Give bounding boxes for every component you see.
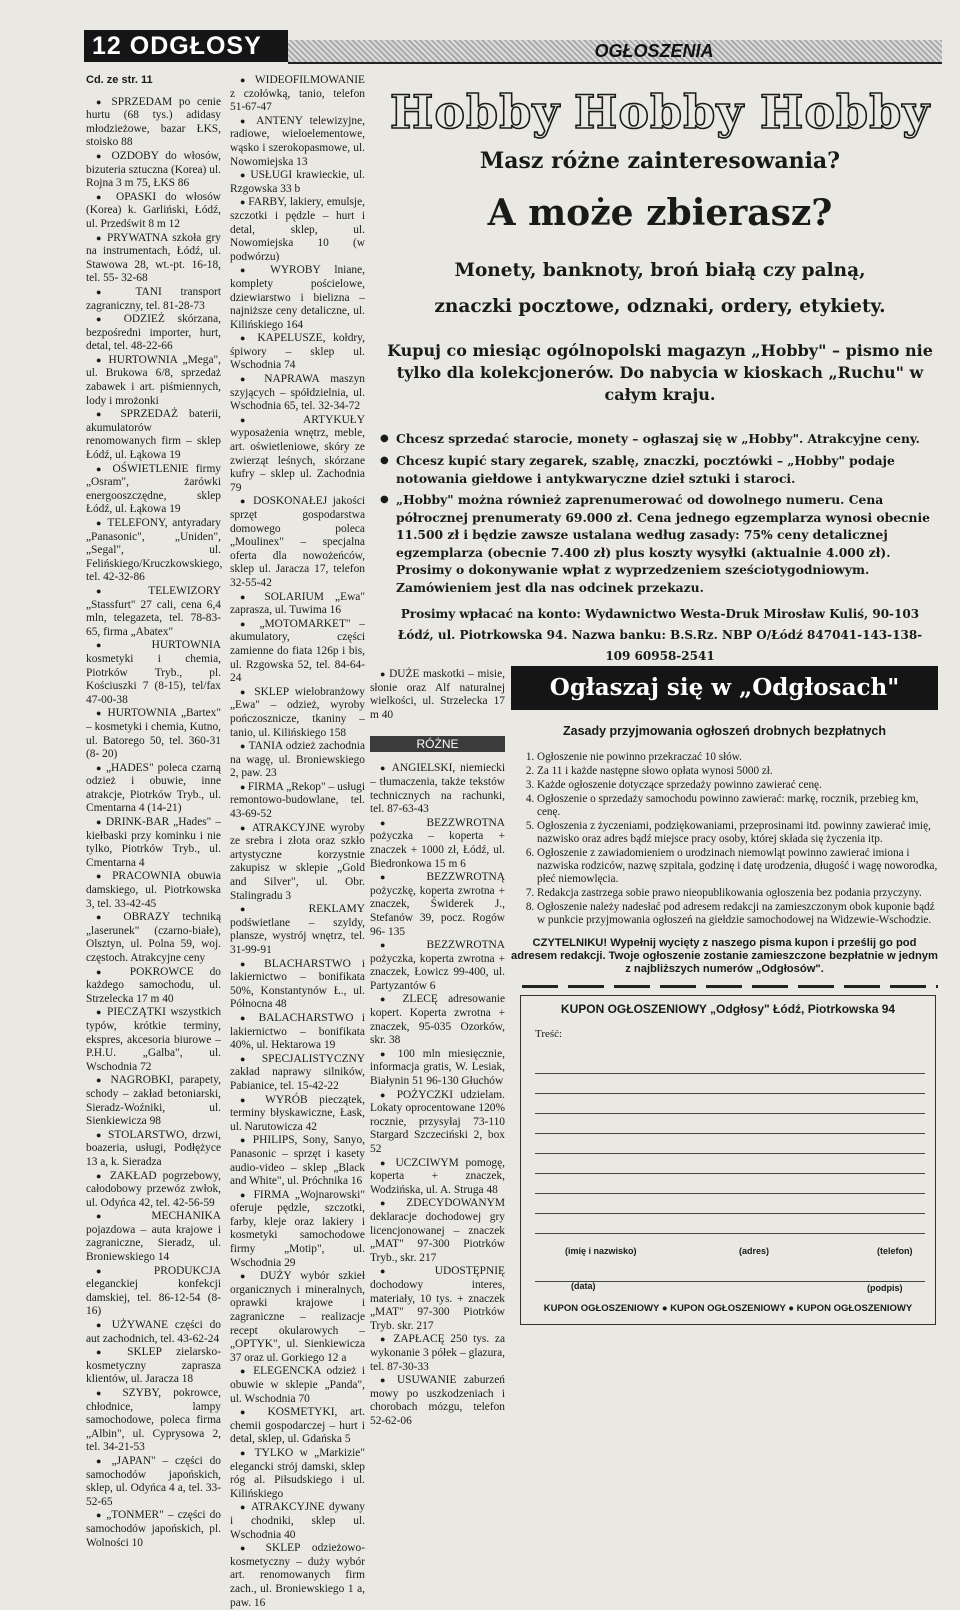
classified-ad: ● ZAPŁACĘ 250 tys. za wykonanie 3 półek – glazura, tel. 87-30-33: [370, 1333, 505, 1374]
classified-ad: ● HURTOWNIA „Mega", ul. Brukowa 6/8, sprzedaż zabawek i art. piśmiennych, lody i mrożonki: [86, 354, 221, 408]
coupon-name-label: (imię i nazwisko): [565, 1246, 637, 1256]
classified-ad: ● UCZCIWYM pomogę, koperta + znaczek, Wodzińska, ul. A. Struga 48: [370, 1157, 505, 1198]
classified-ad: ● OPASKI do włosów (Korea) k. Garliński, Łódź, ul. Przedświt 8 m 12: [86, 191, 221, 232]
classified-ad: ● SPRZEDAM po cenie hurtu (68 tys.) adidasy młodzieżowe, bazar ŁKS, stoisko 88: [86, 96, 221, 150]
bullet-icon: ●: [380, 494, 389, 505]
classified-ad: ● DUŻE maskotki – misie, słonie oraz Alf naturalnej wielkości, ul. Strzelecka 17 m 40: [370, 668, 505, 722]
payment-info: Prosimy wpłacać na konto: Wydawnictwo Westa-Druk Mirosław Kuliś, 90-103 Łódź, ul. Piotrkowska 94. Nazwa banku: B.S.Rz. NBP O/Łódź 847041-143-138-109 60958-2541: [397, 607, 923, 663]
classified-ad: ● ANTENY telewizyjne, radiowe, wieloelementowe, wąsko i szerokopasmowe, ul. Nowomiejska 13: [230, 115, 365, 169]
classified-ad: ● KOSMETYKI, art. chemii gospodarczej – hurt i detal, sklep, ul. Gdańska 5: [230, 1406, 365, 1447]
classified-ad: ● FARBY, lakiery, emulsje, szczotki i pędzle – hurt i detal, sklep, ul. Nowomiejska 10 (w podwórzu): [230, 196, 365, 264]
classified-ad: ● „TONMER" – części do samochodów japońskich, pl. Wolności 10: [86, 1509, 221, 1550]
ad-line-4: znaczki pocztowe, odznaki, ordery, etykiety.: [434, 296, 886, 317]
ad-bullet-2: ● Chcesz kupić stary zegarek, szablę, znaczki, pocztówki – „Hobby" podaje notowania giełdowe i antykwaryczne dzieł sztuki i staroci.: [380, 453, 895, 486]
rule-item: 1. Ogłoszenie nie powinno przekraczać 10 słów.: [537, 751, 938, 764]
classified-ad: ● BALACHARSTWO i lakiernictwo – bonifikata 40%, ul. Hektarowa 19: [230, 1012, 365, 1053]
coupon-signature-label: (podpis): [867, 1283, 903, 1293]
rule-item: 4. Ogłoszenie o sprzedaży samochodu powinno zawierać: markę, rocznik, przebieg km, cenę.: [537, 793, 938, 819]
classified-ad: ● FIRMA „Wojnarowski" oferuje pędzle, szczotki, farby, kleje oraz lakiery i kosmetyki samochodowe firmy „Motip", ul. Wschodnia 29: [230, 1189, 365, 1271]
classified-ad: ● POŻYCZKI udzielam. Lokaty oprocentowane 120% rocznie, przysyłaj 73-110 Stargard Szczeciński 2, box 52: [370, 1089, 505, 1157]
reader-call: CZYTELNIKU! Wypełnij wycięty z naszego pisma kupon i prześlij go pod adresem redakcji. Twoje ogłoszenie zostanie zamieszczone bezpłatnie w jednym z najbliższych numerów „Odgłosów".: [511, 937, 938, 975]
classified-ad: ● TANI transport zagraniczny, tel. 81-28-73: [86, 286, 221, 313]
coupon-content-lines[interactable]: [535, 1054, 925, 1234]
classified-ad: ● TELEWIZORY „Stassfurt" 27 cali, cena 6,4 mln, telegazeta, tel. 78-83-65, firma „Abatex": [86, 585, 221, 639]
classified-ad: ● KAPELUSZE, kołdry, śpiwory – sklep ul. Wschodnia 74: [230, 332, 365, 373]
classified-ad: ● PRODUKCJA eleganckiej konfekcji damskiej, tel. 86-12-54 (8-16): [86, 1265, 221, 1319]
coupon-title: KUPON OGŁOSZENIOWY „Odgłosy" Łódź, Piotrkowska 94: [560, 1002, 896, 1016]
page-title: 12 ODGŁOSY: [84, 30, 288, 62]
classified-ad: ● OBRAZY techniką „laserunek" (czarno-białe), Olsztyn, ul. Polna 59, woj. częstoch. Atrakcyjne ceny: [86, 911, 221, 965]
section-title: OGŁOSZENIA: [594, 41, 714, 61]
classified-ad: ● TANIA odzież zachodnia na wagę, ul. Broniewskiego 2, paw. 23: [230, 740, 365, 781]
rule-item: 5. Ogłoszenia z życzeniami, podziękowaniami, przeprosinami itd. powinny zawierać imię, nazwisko oraz adres bądź miejsce pracy osoby, której składa się życzenia itp.: [537, 820, 938, 846]
classified-ad: ● MECHANIKA pojazdowa – auta krajowe i zagraniczne, Sieradz, ul. Broniewskiego 14: [86, 1210, 221, 1264]
rules-heading: Zasady przyjmowania ogłoszeń drobnych bezpłatnych: [563, 724, 886, 738]
rule-item: 6. Ogłoszenie z zawiadomieniem o urodzinach niemowląt powinno zawierać imiona i nazwiska rodziców, nazwę szpitala, godzinę i datę urodzenia, długość i wagę noworodka, płeć niemowlęcia.: [537, 847, 938, 886]
ad-line-5: Kupuj co miesiąc ogólnopolski magazyn „Hobby" – pismo nie tylko dla kolekcjonerów. Do nabycia w kioskach „Ruchu" w całym kraju.: [387, 341, 933, 404]
classifieds-column-1: [86, 74, 221, 1550]
classified-ad: ● DRINK-BAR „Hades" – kiełbaski przy kominku i nie tylko, Piotrków Tryb., ul. Cmentarna 4: [86, 816, 221, 870]
coupon-form[interactable]: [520, 995, 936, 1325]
hobby-logo: Hobby: [389, 85, 561, 139]
classified-ad: ● USŁUGI krawieckie, ul. Rzgowska 33 b: [230, 169, 365, 196]
ad-line-3: Monety, banknoty, broń białą czy palną,: [454, 260, 866, 281]
bullet-icon: ●: [380, 433, 389, 444]
classified-ad: ● SKLEP zielarsko-kosmetyczny zaprasza klientów, ul. Jaracza 18: [86, 1346, 221, 1387]
classified-ad: ● WIDEOFILMOWANIE z czołówką, tanio, telefon 51-67-47: [230, 74, 365, 115]
classified-ad: ● FIRMA „Rekop" – usługi remontowo-budowlane, tel. 43-69-52: [230, 781, 365, 822]
bullet-icon: ●: [380, 455, 389, 466]
classified-ad: ● HURTOWNIA kosmetyki i chemia, Piotrków Tryb., pl. Kościuszki 7 (8-15), tel/fax 47-00-38: [86, 639, 221, 707]
classified-ad: ● NAPRAWA maszyn szyjących – spółdzielnia, ul. Wschodnia 65, tel. 32-34-72: [230, 373, 365, 414]
classified-ad: ● SKLEP odzieżowo-kosmetyczny – duży wybór art. renomowanych firm zach., ul. Broniewskiego 1 a, paw. 16: [230, 1542, 365, 1610]
classified-ad: ● „HADES" poleca czarną odzież i obuwie, inne atrakcje, Piotrków Tryb., ul. Cmentarna 4 (14-21): [86, 762, 221, 816]
classified-ad: ● OŚWIETLENIE firmy „Osram", żarówki energooszczędne, sklep Łódź, ul. Łąkowa 19: [86, 463, 221, 517]
coupon-rule: [535, 1281, 925, 1282]
rule-item: 7. Redakcja zastrzega sobie prawo nieopublikowania ogłoszenia bez podania przyczyny.: [537, 887, 938, 900]
classified-ad: ● PRACOWNIA obuwia damskiego, ul. Piotrkowska 3, tel. 33-42-45: [86, 870, 221, 911]
coupon-footer: KUPON OGŁOSZENIOWY ● KUPON OGŁOSZENIOWY ● KUPON OGŁOSZENIOWY: [543, 1303, 913, 1314]
classified-ad: ● BEZZWROTNA pożyczka – koperta + znaczek + 1000 zł, Łódź, ul. Biedronkowa 15 m 6: [370, 817, 505, 871]
classified-ad: ● TELEFONY, antyradary „Panasonic", „Uniden", „Segal", ul. Felińskiego/Kruczkowskiego, tel. 42-32-86: [86, 517, 221, 585]
ogloszenia-banner: Ogłaszaj się w „Odgłosach": [511, 666, 938, 710]
classified-ad: ● POKROWCE do każdego samochodu, ul. Strzelecka 17 m 40: [86, 966, 221, 1007]
classified-ad: ● SPRZEDAŻ baterii, akumulatorów renomowanych firm – sklep Łódź, ul. Łąkowa 19: [86, 408, 221, 462]
classified-ad: ● ATRAKCYJNE wyroby ze srebra i złota oraz szkło artystyczne korzystnie zakupisz w sklepie „Gold and Silver", ul. Obr. Stalingradu 3: [230, 822, 365, 904]
rule-item: 2. Za 11 i każde następne słowo opłata wynosi 5000 zł.: [537, 765, 938, 778]
classified-ad: ● OZDOBY do włosów, bizuteria sztuczna (Korea) ul. Rojna 3 m 75, ŁKS 86: [86, 150, 221, 191]
coupon-phone-label: (telefon): [877, 1246, 913, 1256]
continuation-note: Cd. ze str. 11: [86, 74, 153, 86]
rule-item: 8. Ogłoszenie należy nadesłać pod adresem redakcji na zamieszczonym obok kuponie bądź w punkcie przyjmowania ogłoszeń na giełdzie samochodowej na Widzewie-Wschodzie.: [537, 901, 938, 927]
section-heading-rozne: RÓŻNE: [370, 736, 505, 752]
rules-list: [511, 751, 938, 927]
classified-ad: ● NAGROBKI, parapety, schody – zakład betoniarski, Sieradz-Woźniki, ul. Sienkiewicza 98: [86, 1074, 221, 1128]
cut-line: [522, 985, 938, 988]
classified-ad: ● PRYWATNA szkoła gry na instrumentach, Łódź, ul. Stawowa 28, wt.-pt. 16-18, tel. 55- 32-68: [86, 232, 221, 286]
classified-ad: ● ZDECYDOWANYM deklaracje dochodowej gry licencjonowanej – znaczek „MAT" 97-300 Piotrków Tryb., skr. 217: [370, 1197, 505, 1265]
classified-ad: ● ZLECĘ adresowanie kopert. Koperta zwrotna + znaczek, 95-035 Ozorków, skr. 38: [370, 993, 505, 1047]
classified-ad: ● WYROBY lniane, komplety pościelowe, dziewiarstwo i bielizna – najniższe ceny detaliczne, ul. Kilińskiego 164: [230, 264, 365, 332]
classified-ad: ● WYRÓB pieczątek, terminy błyskawiczne, Łask, ul. Narutowicza 42: [230, 1094, 365, 1135]
classified-ad: ● UŻYWANE części do aut zachodnich, tel. 43-62-24: [86, 1319, 221, 1346]
ad-bullet-1: ● Chcesz sprzedać starocie, monety – ogłaszaj się w „Hobby". Atrakcyjne ceny.: [380, 431, 920, 446]
classified-ad: ● BLACHARSTWO i lakiernictwo – bonifikata 50%, Konstantynów Ł., ul. Północna 48: [230, 958, 365, 1012]
classified-ad: ● SKLEP wielobranżowy „Ewa" – odzież, wyroby pończosznicze, tkaniny – tanio, ul. Kilińskiego 158: [230, 686, 365, 740]
classified-ad: ● STOLARSTWO, drzwi, boazeria, usługi, Podłężyce 13 a, k. Sieradza: [86, 1129, 221, 1170]
classified-ad: ● ELEGENCKA odzież i obuwie w sklepie „Panda", ul. Wschodnia 70: [230, 1365, 365, 1406]
classified-ad: ● UDOSTĘPNIĘ dochodowy interes, materiały, 10 tys. + znaczek „MAT" 97-300 Piotrków Tryb. skr. 217: [370, 1265, 505, 1333]
classified-ad: ● SOLARIUM „Ewa" zaprasza, ul. Tuwima 16: [230, 591, 365, 618]
classified-ad: ● „JAPAN" – części do samochodów japońskich, sklep, ul. Odyńca 4 a, tel. 33-52-65: [86, 1455, 221, 1509]
classified-ad: ● ODZIEŻ skórzana, bezpośredni importer, hurt, detal, tel. 48-22-66: [86, 313, 221, 354]
coupon-address-label: (adres): [739, 1246, 770, 1256]
classified-ad: ● PIECZĄTKI wszystkich typów, krótkie terminy, ekspres, akcesoria biurowe – P.H.U. „Galba", ul. Wschodnia 72: [86, 1006, 221, 1074]
ad-headline-2: A może zbierasz?: [487, 192, 833, 234]
hobby-logo-row: [388, 86, 936, 138]
coupon-content-label: Treść:: [535, 1028, 563, 1040]
coupon-date-label: (data): [571, 1281, 596, 1291]
hobby-advertisement: [380, 74, 940, 663]
classified-ad: ● TYLKO w „Markizie" elegancki strój damski, sklep róg al. Piłsudskiego i ul. Kilińskiego: [230, 1447, 365, 1501]
classified-ad: ● DUŻY wybór szkieł organicznych i mineralnych, oprawki krajowe i zagraniczne – realizacje recept okularowych – „OPTYK", ul. Sienkiewicza 37 oraz ul. Gorkiego 12 a: [230, 1270, 365, 1365]
classified-ad: ● REKLAMY podświetlane – szyldy, plansze, wystrój wnętrz, tel. 31-99-91: [230, 903, 365, 957]
classified-ad: ● BEZZWROTNA pożyczka, koperta zwrotna + znaczek, Łowicz 99-400, ul. Partyzantów 6: [370, 939, 505, 993]
ogloszenia-rules-box: [511, 666, 938, 976]
classified-ad: ● ZAKŁAD pogrzebowy, całodobowy przewóz zwłok, ul. Odyńca 42, tel. 42-56-59: [86, 1170, 221, 1211]
classified-ad: ● „MOTOMARKET" – akumulatory, części zamienne do fiata 126p i bis, ul. Rzgowska 52, tel. 84-64-24: [230, 618, 365, 686]
classified-ad: ● DOSKONAŁEJ jakości sprzęt gospodarstwa domowego poleca „Moulinex" – specjalna oferta dla nowożeńców, sklep ul. Jaracza 17, telefon 32-55-42: [230, 495, 365, 590]
page-header: [84, 30, 942, 62]
classifieds-column-2: [230, 74, 365, 1610]
rule-item: 3. Każde ogłoszenie dotyczące sprzedaży powinno zawierać cenę.: [537, 779, 938, 792]
classified-ad: ● BEZZWROTNĄ pożyczkę, koperta zwrotna + znaczek, Świderek J., Stefanów 39, pocz. Rogów 96- 135: [370, 871, 505, 939]
classifieds-column-3: [370, 668, 505, 1428]
hobby-logo: Hobby: [573, 85, 745, 139]
classified-ad: ● SPECJALISTYCZNY zakład naprawy silników, Pabianice, tel. 15-42-22: [230, 1053, 365, 1094]
classified-ad: ● ANGIELSKI, niemiecki – tłumaczenia, także tekstów technicznych na rachunki, tel. 87-63-43: [370, 762, 505, 816]
classified-ad: ● PHILIPS, Sony, Sanyo, Panasonic – sprzęt i kasety audio-video – sklep „Black and White", ul. Próchnika 16: [230, 1134, 365, 1188]
classified-ad: ● 100 mln miesięcznie, informacja gratis, W. Lesiak, Białynin 51 96-130 Głuchów: [370, 1048, 505, 1089]
ad-headline-1: Masz różne zainteresowania?: [479, 148, 841, 174]
classified-ad: ● ARTYKUŁY wyposażenia wnętrz, meble, art. oświetleniowe, skóry ze zwierząt leśnych, skórzane kufry – sklep ul. Zachodnia 79: [230, 414, 365, 496]
classified-ad: ● HURTOWNIA „Bartex" – kosmetyki i chemia, Kutno, ul. Batorego 50, tel. 360-31 (8- 20): [86, 707, 221, 761]
classified-ad: ● USUWANIE zaburzeń mowy po uszkodzeniach i chorobach mózgu, telefon 52-62-06: [370, 1374, 505, 1428]
hobby-logo: Hobby: [759, 85, 931, 139]
classified-ad: ● ATRAKCYJNE dywany i chodniki, sklep ul. Wschodnia 40: [230, 1501, 365, 1542]
classified-ad: ● SZYBY, pokrowce, chłodnice, lampy samochodowe, poleca firma „Albin", ul. Cyprysowa 2, tel. 34-21-53: [86, 1387, 221, 1455]
ad-bullet-3: ● „Hobby" można również zaprenumerować od dowolnego numeru. Cena półrocznej prenumeraty 69.000 zł. Cena jednego egzemplarza wynosi obecnie 11.500 zł i będzie zawsze ustalana według zasady: 75% ceny detalicznej egzemplarza (obecnie 7.400 zł) plus koszty wysyłki (aktualnie 4.000 zł). Prosimy o dokonywanie wpłat z wyprzedzeniem sześciotygodniowym. Zamówieniem jest dla nas odcinek przekazu.: [380, 492, 930, 595]
